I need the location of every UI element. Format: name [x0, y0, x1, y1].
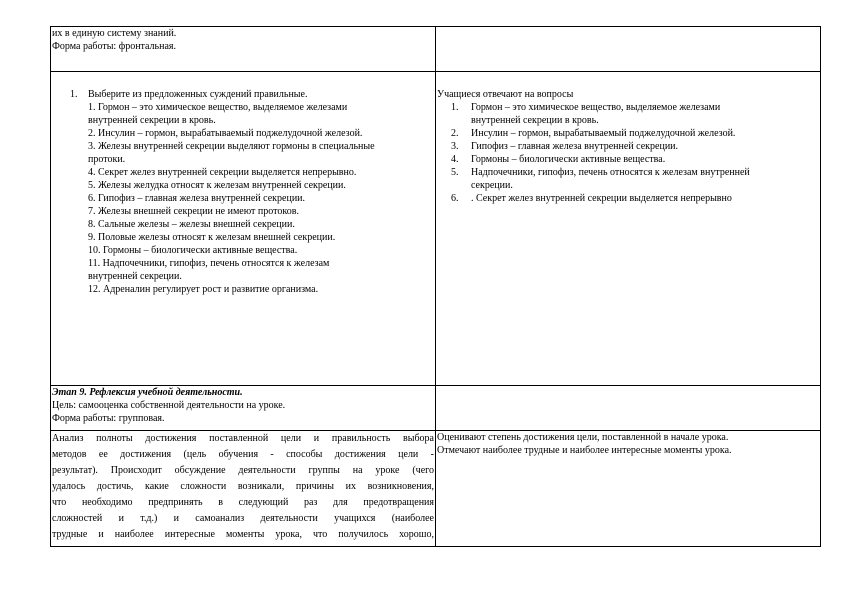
answer-item — [451, 192, 819, 205]
statement-line: 8. Сальные железы – железы внешней секреции. — [88, 219, 295, 231]
task-title: Выберите из предложенных суждений правильные. — [88, 89, 308, 101]
statement-item — [88, 218, 434, 231]
analysis-line: результат). Происходит обсуждение деятельности группы на уроке (чего — [52, 464, 434, 476]
row1-left-cell — [51, 27, 436, 72]
answer-line: Инсулин – гормон, вырабатываемый поджелудочной железой. — [471, 128, 736, 140]
work-form-text: Форма работы: фронтальная. — [52, 41, 176, 52]
statement-item — [88, 140, 434, 166]
statement-line: 11. Надпочечники, гипофиз, печень относятся к железам — [88, 258, 330, 270]
answer-item — [451, 166, 819, 192]
answer-line: секреции. — [471, 180, 513, 192]
reflection-line: Отмечают наиболее трудные и наиболее интересные моменты урока. — [437, 444, 732, 456]
analysis-line: что необходимо предпринять в следующий раз для предотвращения — [52, 496, 434, 508]
statement-line: 5. Железы желудка относят к железам внутренней секреции. — [88, 180, 346, 192]
analysis-line: сложностей и т.д.) и самоанализ деятельности учащихся (наиболее — [52, 512, 434, 524]
answer-number: 6. — [451, 193, 459, 205]
stage-goal: Цель: самооценка собственной деятельности на уроке. — [52, 399, 286, 411]
task-cell — [51, 72, 436, 386]
statements-list — [88, 101, 434, 296]
lesson-plan-table — [50, 26, 821, 547]
table-row — [51, 385, 821, 430]
student-reflection-cell — [436, 430, 821, 546]
statement-line: внутренней секреции в кровь. — [88, 115, 216, 127]
statement-item — [88, 192, 434, 205]
statement-line: 10. Гормоны – биологически активные вещества. — [88, 245, 298, 257]
answer-number: 1. — [451, 102, 459, 114]
reflection-line: Оценивают степень достижения цели, поставленной в начале урока. — [437, 431, 729, 443]
statement-item — [88, 101, 434, 127]
task-list — [52, 88, 434, 296]
statement-item — [88, 283, 434, 296]
answer-item — [451, 140, 819, 153]
statement-line: 6. Гипофиз – главная железа внутренней секреции. — [88, 193, 306, 205]
table-row — [51, 72, 821, 386]
answer-item — [451, 153, 819, 166]
stage-cell — [51, 385, 436, 430]
answer-item — [451, 101, 819, 127]
stage-work-form: Форма работы: групповая. — [52, 412, 165, 424]
statement-line: 2. Инсулин – гормон, вырабатываемый поджелудочной железой. — [88, 128, 363, 140]
statement-line: 7. Железы внешней секреции не имеют протоков. — [88, 206, 299, 218]
answers-cell — [436, 72, 821, 386]
answer-line: внутренней секреции в кровь. — [471, 115, 599, 127]
statement-item — [88, 257, 434, 283]
analysis-cell — [51, 430, 436, 546]
statement-line: 1. Гормон – это химическое вещество, выделяемое железами — [88, 102, 348, 114]
answer-line: Надпочечники, гипофиз, печень относятся к железам внутренней — [471, 167, 750, 179]
statement-item — [88, 231, 434, 244]
statement-line: 4. Секрет желез внутренней секреции выделяется непрерывно. — [88, 167, 357, 179]
answer-item — [451, 127, 819, 140]
answer-line: Гипофиз – главная железа внутренней секреции. — [471, 141, 679, 153]
answer-line: Гормоны – биологически активные вещества. — [471, 154, 666, 166]
task-number: 1. — [70, 89, 78, 101]
analysis-line: методов ее достижения (цель обучения - способы достижения цели - — [52, 448, 434, 460]
answer-number: 5. — [451, 167, 459, 179]
row1-right-cell — [436, 27, 821, 72]
statement-item — [88, 127, 434, 140]
statement-line: 12. Адреналин регулирует рост и развитие организма. — [88, 284, 319, 296]
task-item — [70, 88, 434, 296]
statement-line: протоки. — [88, 154, 126, 166]
statement-item — [88, 205, 434, 218]
analysis-line: удалось достичь, какие сложности возникали, причины их возникновения, — [52, 480, 434, 492]
analysis-text — [52, 431, 434, 543]
answer-line: . Секрет желез внутренней секреции выделяется непрерывно — [471, 193, 732, 205]
statement-item — [88, 179, 434, 192]
continuation-text: их в единую систему знаний. — [52, 28, 177, 39]
answer-number: 2. — [451, 128, 459, 140]
statement-line: внутренней секреции. — [88, 271, 182, 283]
table-row — [51, 430, 821, 546]
answer-number: 4. — [451, 154, 459, 166]
answer-number: 3. — [451, 141, 459, 153]
table-row — [51, 27, 821, 72]
answers-heading: Учащиеся отвечают на вопросы — [437, 89, 574, 101]
statement-line: 3. Железы внутренней секреции выделяют гормоны в специальные — [88, 141, 375, 153]
answer-line: Гормон – это химическое вещество, выделяемое железами — [471, 102, 721, 114]
stage-title: Этап 9. Рефлексия учебной деятельности. — [52, 386, 243, 398]
statement-line: 9. Половые железы относят к железам внешней секреции. — [88, 232, 336, 244]
answers-list — [437, 101, 819, 205]
analysis-line: трудные и наиболее интересные моменты урока, что получилось хорошо, — [52, 528, 434, 540]
analysis-line: Анализ полноты достижения поставленной цели и правильность выбора — [52, 432, 434, 444]
statement-item — [88, 166, 434, 179]
statement-item — [88, 244, 434, 257]
stage-right-cell — [436, 385, 821, 430]
